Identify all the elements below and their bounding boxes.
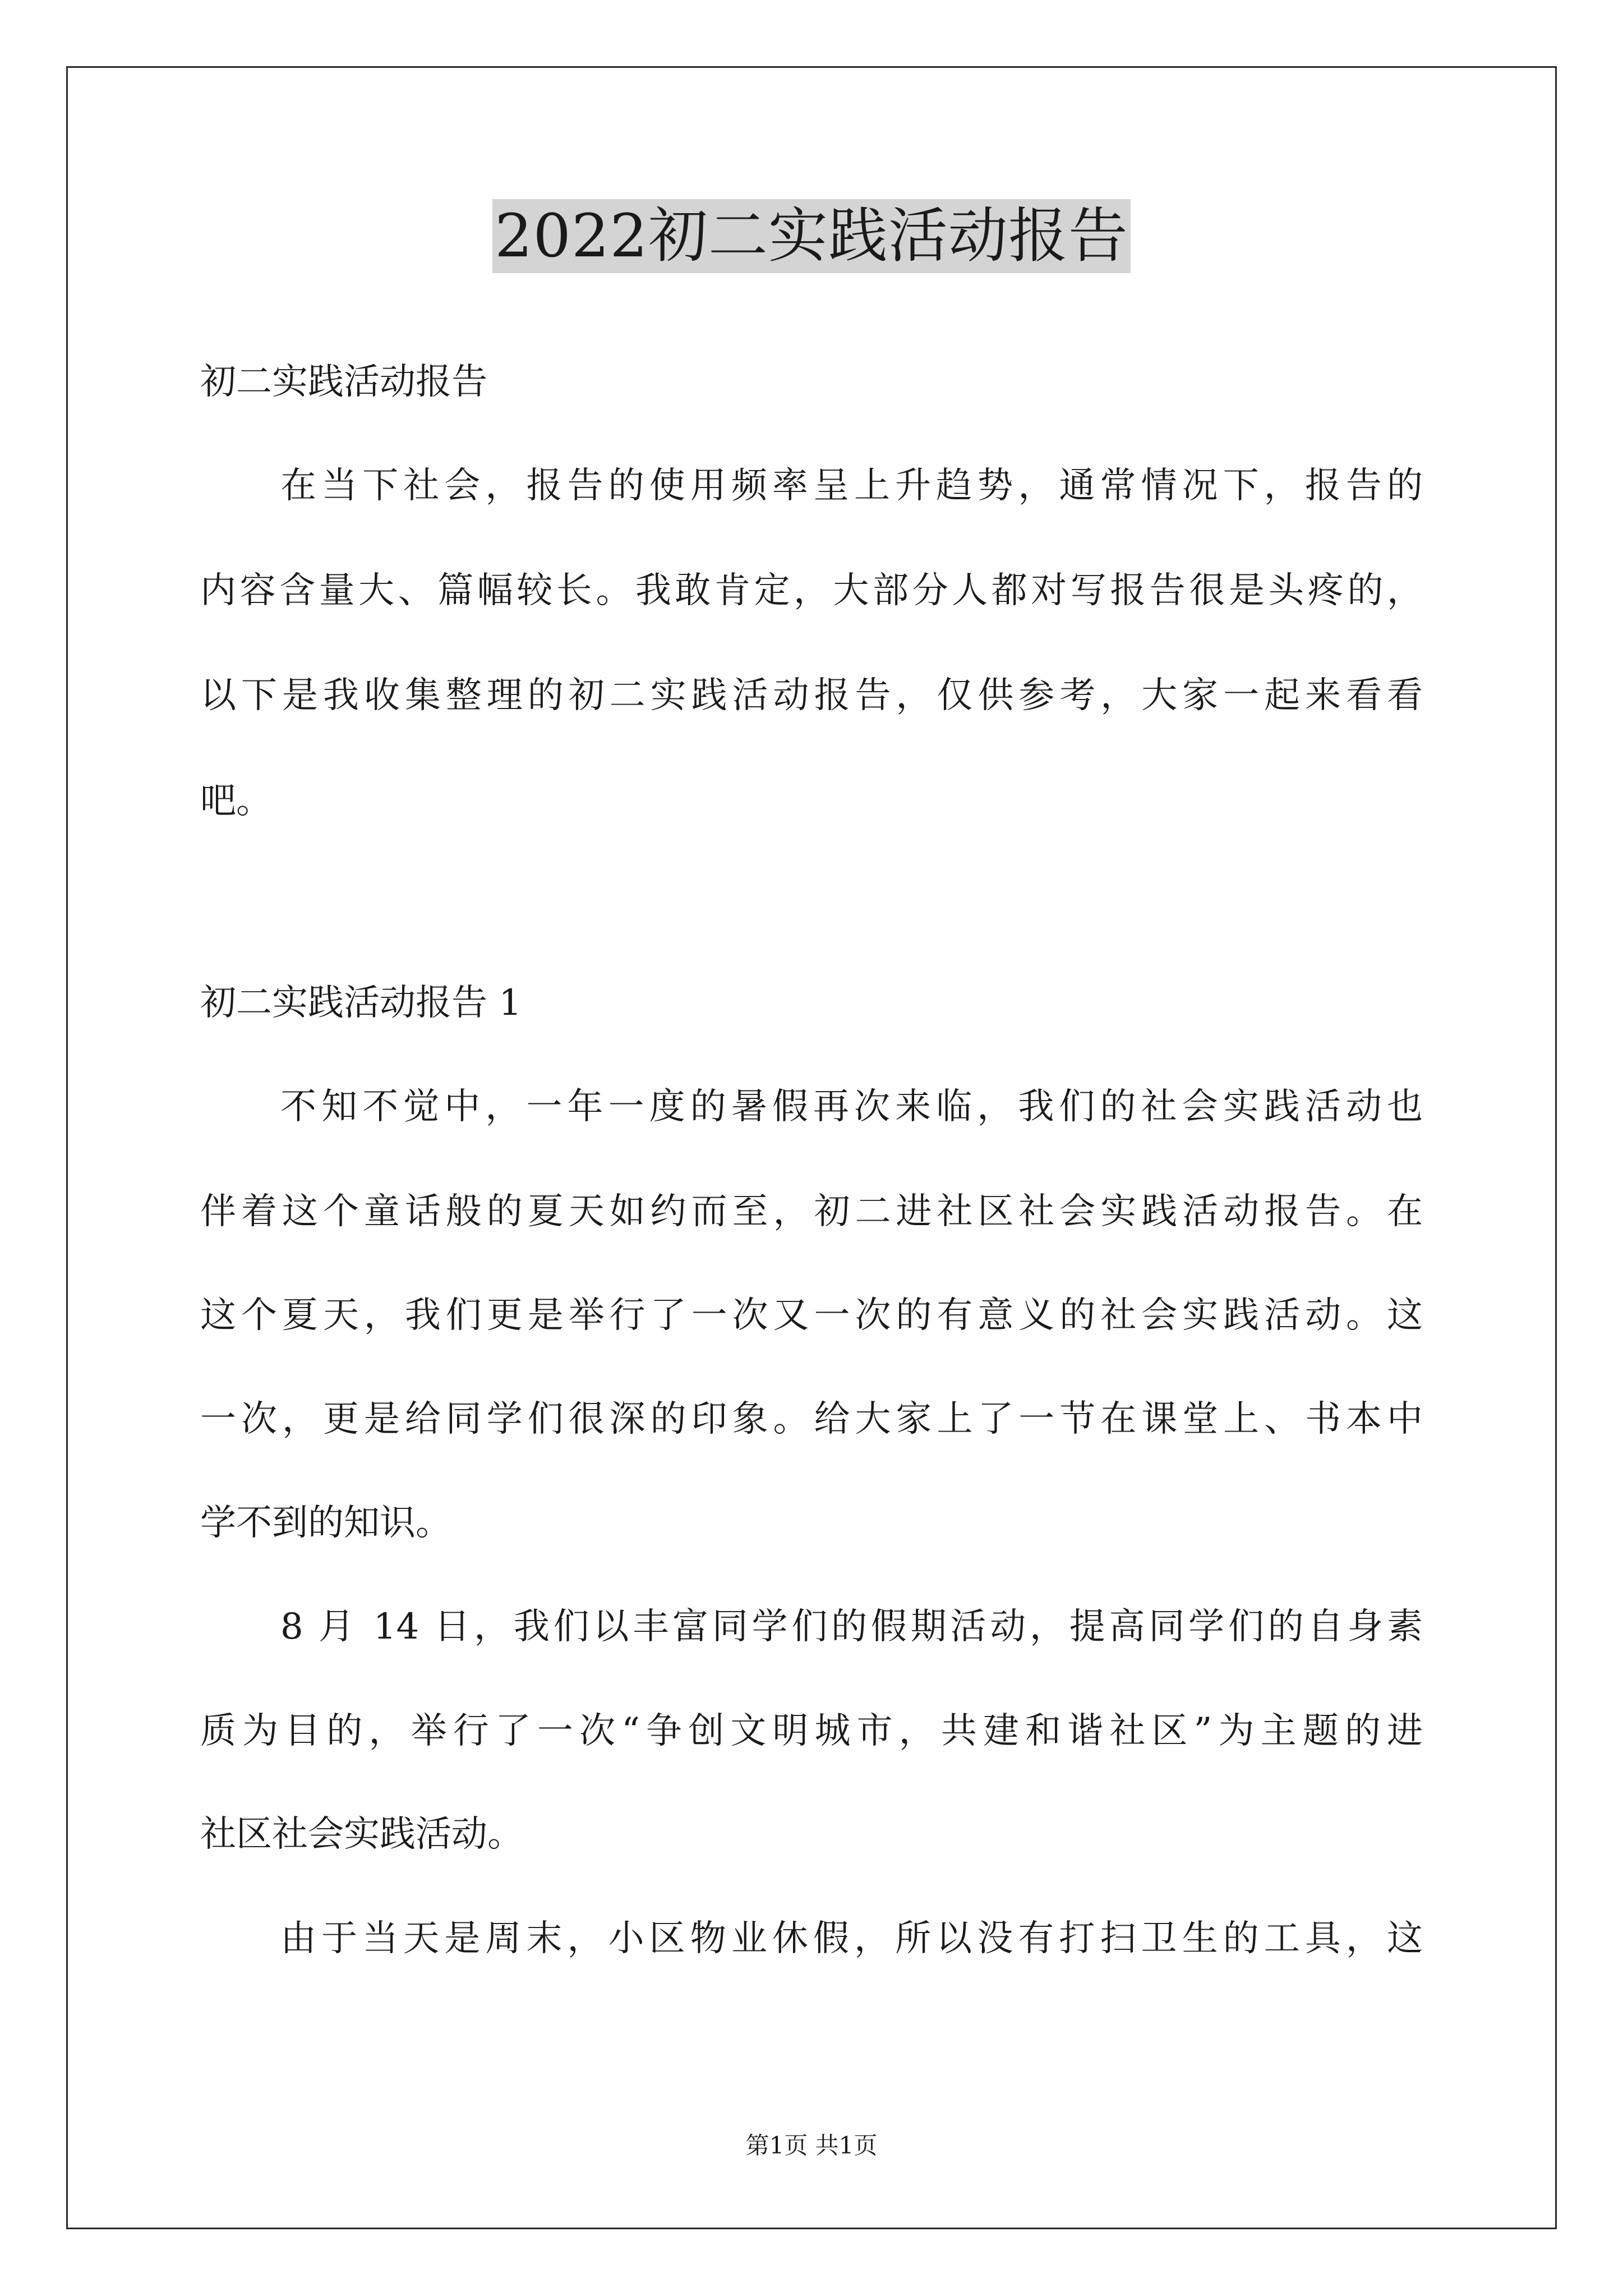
page-number-footer: 第1页 共1页 (745, 2132, 878, 2159)
intro-line: 在当下社会，报告的使用频率呈上升趋势，通常情况下，报告的 (280, 465, 1423, 507)
intro-line: 以下是我收集整理的初二实践活动报告，仅供参考，大家一起来看看 (200, 675, 1423, 716)
document-subtitle: 初二实践活动报告 (200, 361, 487, 403)
paragraph-line: 学不到的知识。 (200, 1502, 451, 1544)
paragraph-line: 这个夏天，我们更是举行了一次又一次的有意义的社会实践活动。这 (200, 1295, 1423, 1336)
paragraph-line: 伴着这个童话般的夏天如约而至，初二进社区社会实践活动报告。在 (200, 1191, 1423, 1232)
paragraph-line: 社区社会实践活动。 (200, 1814, 523, 1855)
paragraph-line: 不知不觉中，一年一度的暑假再次来临，我们的社会实践活动也 (280, 1086, 1423, 1128)
paragraph-line: 质为目的，举行了一次“争创文明城市，共建和谐社区”为主题的进 (200, 1710, 1423, 1752)
section-heading: 初二实践活动报告 1 (200, 982, 522, 1024)
document-title: 2022初二实践活动报告 (492, 199, 1131, 273)
paragraph-line: 8 月 14 日，我们以丰富同学们的假期活动，提高同学们的自身素 (280, 1606, 1423, 1648)
document-title-block (0, 199, 1623, 273)
paragraph-line: 一次，更是给同学们很深的印象。给大家上了一节在课堂上、书本中 (200, 1398, 1423, 1440)
paragraph-line: 由于当天是周末，小区物业休假，所以没有打扫卫生的工具，这 (280, 1918, 1423, 1959)
intro-line: 吧。 (200, 780, 272, 822)
intro-line: 内容含量大、篇幅较长。我敢肯定，大部分人都对写报告很是头疼的， (200, 570, 1423, 611)
